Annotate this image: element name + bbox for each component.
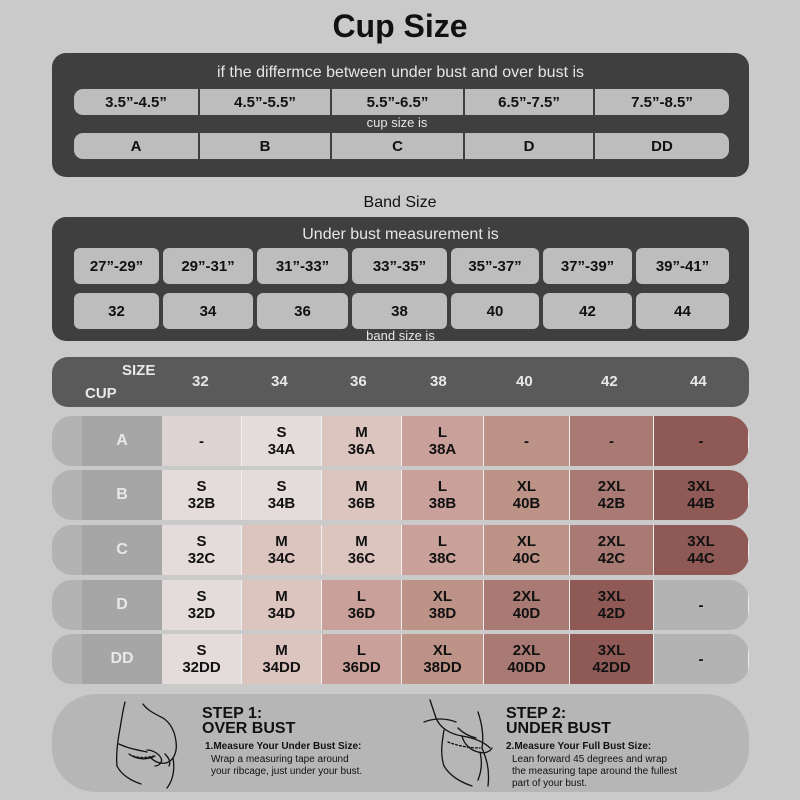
size-cell <box>242 416 322 466</box>
size-cell-code: 38D <box>428 605 457 622</box>
size-cell-letter: 3XL <box>687 478 715 495</box>
cup-mid-caption: cup size is <box>366 115 428 130</box>
band-range-cell: 37”-39” <box>543 248 632 284</box>
cup-range-cell: 5.5”-6.5” <box>332 89 465 115</box>
size-cell <box>402 416 484 466</box>
size-cell-code: 34A <box>267 441 296 458</box>
cup-letter-cell: A <box>74 133 200 159</box>
band-range-cell: 33”-35” <box>352 248 447 284</box>
step2-instruction-line: Lean forward 45 degrees and wrap <box>512 754 668 765</box>
size-cell <box>484 525 570 575</box>
size-cell-code: 40DD <box>507 659 546 676</box>
size-cell-code: 34B <box>267 495 296 512</box>
cup-letter-cell: B <box>200 133 332 159</box>
size-cell-letter: 3XL <box>687 533 715 550</box>
size-table-row <box>52 634 749 684</box>
row-lead-cap <box>52 416 82 466</box>
step1-instruction-title: 1.Measure Your Under Bust Size: <box>205 741 362 752</box>
cup-letter-cell: C <box>332 133 465 159</box>
band-column-header: 34 <box>271 373 288 390</box>
size-cell-code: 38B <box>428 495 457 512</box>
band-bottom-caption: band size is <box>366 328 435 343</box>
size-cell-letter: 2XL <box>512 588 541 605</box>
step1-instruction-line: your ribcage, just under your bust. <box>211 766 363 777</box>
size-cell <box>322 470 402 520</box>
cup-letter-cell: DD <box>651 137 673 155</box>
size-cell <box>162 525 242 575</box>
size-cell-code: 34DD <box>262 659 301 676</box>
size-cell <box>484 580 570 630</box>
size-cell-letter: L <box>356 642 367 659</box>
size-header-label: SIZE <box>122 362 156 379</box>
size-cell-code: 42DD <box>592 659 631 676</box>
size-cell-code: 32C <box>187 550 216 567</box>
size-cell-letter: 2XL <box>597 478 626 495</box>
size-cell-letter: S <box>196 588 207 605</box>
cup-range-cell: 7.5”-8.5” <box>631 93 693 111</box>
size-cell-letter: S <box>276 424 287 441</box>
band-range-cell: 29”-31” <box>163 248 253 284</box>
step2-instruction-line: part of your bust. <box>512 778 588 789</box>
size-cell-letter: L <box>437 424 448 441</box>
size-cell-letter: XL <box>516 478 537 495</box>
cup-letter-row <box>74 133 729 159</box>
size-cell <box>654 525 749 575</box>
size-cell <box>162 470 242 520</box>
size-cell-code: - <box>609 432 614 450</box>
row-lead-cap <box>52 525 82 575</box>
band-range-cell: 27”-29” <box>74 248 159 284</box>
step2-instruction-line: the measuring tape around the fullest <box>512 766 678 777</box>
size-table-row <box>52 580 749 630</box>
size-cell <box>484 470 570 520</box>
band-size-panel <box>52 217 749 341</box>
size-table-header <box>52 357 749 407</box>
size-cell-letter: S <box>196 478 207 495</box>
size-cell <box>242 580 322 630</box>
size-cell-code: 40B <box>512 495 541 512</box>
size-cell <box>242 470 322 520</box>
size-cell-letter: M <box>275 642 288 659</box>
cup-row-label: DD <box>82 634 162 684</box>
size-cell-code: 32B <box>187 495 216 512</box>
cup-row-label: A <box>82 416 162 466</box>
cup-letter-cell: D <box>465 133 595 159</box>
size-cell <box>654 416 749 466</box>
cup-range-cell: 3.5”-4.5” <box>74 89 200 115</box>
size-cell-code: 42D <box>597 605 626 622</box>
measure-steps-panel <box>52 694 749 792</box>
size-cell-code: 32DD <box>182 659 221 676</box>
over-bust-figure-icon <box>107 700 192 790</box>
row-lead-cap <box>52 580 82 630</box>
step2-instruction-title: 2.Measure Your Full Bust Size: <box>506 741 652 752</box>
size-cell <box>402 634 484 684</box>
step2-subheading: UNDER BUST <box>506 720 611 737</box>
size-cell <box>322 580 402 630</box>
size-cell-code: 38A <box>428 441 457 458</box>
size-cell-code: 38C <box>428 550 457 567</box>
cup-range-cell: 6.5”-7.5” <box>465 89 595 115</box>
band-size-title: Band Size <box>363 194 437 211</box>
size-cell-code: 34C <box>267 550 296 567</box>
size-cell-letter: M <box>275 533 288 550</box>
step1-heading: STEP 1: <box>202 705 263 722</box>
size-cell <box>570 416 654 466</box>
size-cell <box>322 416 402 466</box>
band-range-cell: 35”-37” <box>451 248 539 284</box>
size-cell-letter: 3XL <box>597 642 626 659</box>
size-cell <box>322 525 402 575</box>
size-cell-letter: L <box>437 533 448 550</box>
cup-header-label: CUP <box>85 385 117 402</box>
band-number-cell: 34 <box>163 293 253 329</box>
size-cell <box>402 470 484 520</box>
size-table-row <box>52 416 749 466</box>
band-column-header: 42 <box>601 373 618 390</box>
cup-range-row <box>74 89 729 115</box>
band-range-cell: 39”-41” <box>636 248 729 284</box>
size-cell-code: 34D <box>267 605 296 622</box>
cup-row-label: B <box>82 470 162 520</box>
step2-heading: STEP 2: <box>506 705 567 722</box>
size-cell-letter: M <box>275 588 288 605</box>
size-cell <box>484 416 570 466</box>
size-cell-code: 36D <box>347 605 376 622</box>
size-cell <box>570 470 654 520</box>
band-number-cell: 40 <box>451 293 539 329</box>
row-lead-cap <box>52 634 82 684</box>
band-number-cell: 36 <box>257 293 348 329</box>
band-column-header: 44 <box>690 373 707 390</box>
size-cell <box>484 634 570 684</box>
page-title: Cup Size <box>332 8 468 44</box>
step1-subheading: OVER BUST <box>202 720 296 737</box>
band-column-header: 38 <box>430 373 447 390</box>
size-cell <box>402 580 484 630</box>
size-table-row <box>52 525 749 575</box>
size-cell-code: - <box>698 596 704 614</box>
size-cell-code: - <box>199 432 204 450</box>
band-range-cell: 31”-33” <box>257 248 348 284</box>
size-cell <box>162 416 242 466</box>
band-column-header: 32 <box>192 373 209 390</box>
size-cell-code: - <box>698 650 704 668</box>
size-cell-letter: S <box>196 642 207 659</box>
cup-panel-caption: if the differmce between under bust and over bust is <box>216 64 585 81</box>
band-number-cell: 38 <box>352 293 447 329</box>
size-cell-code: 44B <box>687 495 715 512</box>
size-cell <box>654 634 749 684</box>
cup-range-cell: 4.5”-5.5” <box>200 89 332 115</box>
step1-instruction-line: Wrap a measuring tape around <box>211 754 349 765</box>
size-cell <box>570 580 654 630</box>
size-cell-letter: M <box>355 424 368 441</box>
size-cell <box>242 634 322 684</box>
size-cell <box>402 525 484 575</box>
size-cell-letter: XL <box>432 642 453 659</box>
band-number-cell: 32 <box>74 293 159 329</box>
band-column-header: 40 <box>516 373 533 390</box>
size-cell <box>162 634 242 684</box>
band-panel-caption: Under bust measurement is <box>302 226 499 243</box>
size-cell-code: 36C <box>347 550 376 567</box>
band-column-header: 36 <box>350 373 367 390</box>
size-cell-letter: S <box>196 533 207 550</box>
cup-row-label: D <box>82 580 162 630</box>
size-cell-letter: L <box>437 478 448 495</box>
size-cell <box>654 470 749 520</box>
size-cell <box>570 525 654 575</box>
size-cell-letter: M <box>355 533 368 550</box>
size-cell-letter: L <box>356 588 367 605</box>
size-cell <box>322 634 402 684</box>
size-cell <box>654 580 749 630</box>
size-cell-letter: 2XL <box>597 533 626 550</box>
full-bust-figure-icon <box>420 698 505 790</box>
size-cell-code: 40C <box>512 550 541 567</box>
size-cell-letter: M <box>355 478 368 495</box>
size-table-row <box>52 470 749 520</box>
size-cell <box>570 634 654 684</box>
size-cell-code: - <box>524 432 529 450</box>
row-lead-cap <box>52 470 82 520</box>
size-cell-code: 36A <box>347 441 376 458</box>
size-cell-code: 42C <box>597 550 626 567</box>
size-cell-code: 36DD <box>342 659 381 676</box>
size-cell-letter: XL <box>516 533 537 550</box>
size-cell <box>162 580 242 630</box>
size-cell-letter: S <box>276 478 287 495</box>
cup-size-panel <box>52 53 749 177</box>
band-number-cell: 44 <box>636 293 729 329</box>
cup-row-label: C <box>82 525 162 575</box>
size-cell-code: - <box>698 432 704 450</box>
size-cell-letter: XL <box>432 588 453 605</box>
size-cell-letter: 2XL <box>512 642 541 659</box>
size-cell-code: 44C <box>687 550 715 567</box>
size-cell-code: 40D <box>512 605 541 622</box>
size-cell-code: 42B <box>597 495 626 512</box>
size-cell-code: 32D <box>187 605 216 622</box>
size-cell-code: 38DD <box>423 659 462 676</box>
size-cell <box>242 525 322 575</box>
size-cell-letter: 3XL <box>597 588 626 605</box>
band-number-cell: 42 <box>543 293 632 329</box>
size-cell-code: 36B <box>347 495 376 512</box>
